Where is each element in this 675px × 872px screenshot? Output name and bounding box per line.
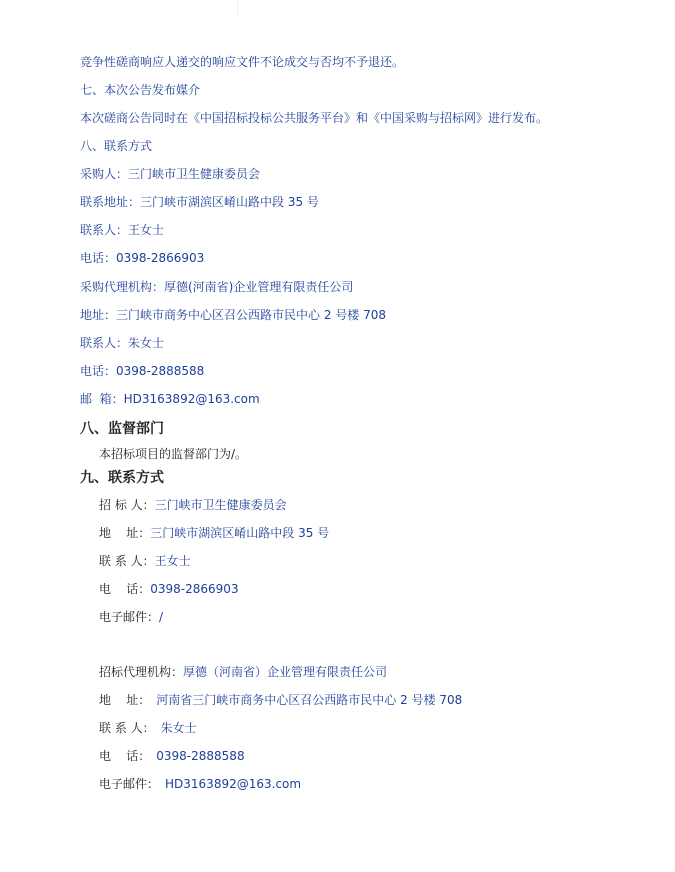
tenderer-address-value: 三门峡市湖滨区崤山路中段 35 号 — [150, 526, 330, 540]
tenderer-phone-field — [99, 581, 239, 597]
contacts-heading: 九、联系方式 — [80, 470, 164, 486]
contact-heading: 八、联系方式 — [80, 139, 153, 153]
tenderer-address-field — [99, 525, 329, 541]
agency-phone-value: 0398-2888588 — [156, 749, 245, 763]
agency-address: 地址：三门峡市商务中心区召公西路市民中心 2 号楼 708 — [80, 308, 386, 322]
tenderer-contact-value: 王女士 — [154, 554, 191, 568]
media-text: 本次磋商公告同时在《中国招标投标公共服务平台》和《中国采购与招标网》进行发布。 — [80, 111, 549, 125]
tenderer-email-label: 电子邮件： — [99, 610, 160, 624]
tenderer-address-label: 地 址： — [99, 526, 151, 540]
agency: 采购代理机构：厚德(河南省)企业管理有限责任公司 — [80, 280, 354, 294]
supervision-heading: 八、监督部门 — [80, 421, 164, 437]
agency-email-field — [99, 776, 301, 792]
agency-email-label: 电子邮件： — [99, 777, 160, 791]
tenderer-contact-label: 联 系 人： — [99, 554, 155, 568]
agency-phone: 电话：0398-2888588 — [80, 364, 205, 378]
tenderer-email-value: / — [159, 610, 164, 624]
agency-phone-field — [99, 748, 245, 764]
purchaser-contact: 联系人：王女士 — [80, 223, 165, 237]
tenderer-value: 三门峡市卫生健康委员会 — [154, 498, 287, 512]
tenderer-email-field — [99, 609, 163, 625]
tenderer-phone-value: 0398-2866903 — [150, 582, 239, 596]
agency-address-value: 河南省三门峡市商务中心区召公西路市民中心 2 号楼 708 — [156, 693, 463, 707]
agency-contact: 联系人：朱女士 — [80, 336, 165, 350]
purchaser: 采购人：三门峡市卫生健康委员会 — [80, 167, 261, 181]
refund-note: 竞争性磋商响应人递交的响应文件不论成交与否均不予退还。 — [80, 55, 405, 69]
agency-name-field — [99, 664, 387, 680]
tenderer-label: 招 标 人： — [99, 498, 155, 512]
agency-email-value: HD3163892@163.com — [165, 777, 302, 791]
media-heading: 七、本次公告发布媒介 — [80, 83, 201, 97]
agency-name-label: 招标代理机构： — [99, 665, 184, 679]
agency-contact-field — [99, 720, 197, 736]
agency-phone-label: 电 话： — [99, 749, 151, 763]
tenderer-field — [99, 497, 287, 513]
supervision-text: 本招标项目的监督部门为/。 — [99, 447, 248, 461]
tenderer-contact-field — [99, 553, 191, 569]
tenderer-phone-label: 电 话： — [99, 582, 151, 596]
agency-contact-value: 朱女士 — [160, 721, 197, 735]
agency-contact-label: 联 系 人： — [99, 721, 155, 735]
agency-address-field — [99, 692, 462, 708]
purchaser-address: 联系地址：三门峡市湖滨区崤山路中段 35 号 — [80, 195, 319, 209]
purchaser-phone: 电话：0398-2866903 — [80, 251, 205, 265]
agency-name-value: 厚德（河南省）企业管理有限责任公司 — [183, 665, 388, 679]
agency-address-label: 地 址： — [99, 693, 151, 707]
agency-email: 邮 箱：HD3163892@163.com — [80, 392, 260, 406]
page-divider-line — [237, 0, 238, 16]
